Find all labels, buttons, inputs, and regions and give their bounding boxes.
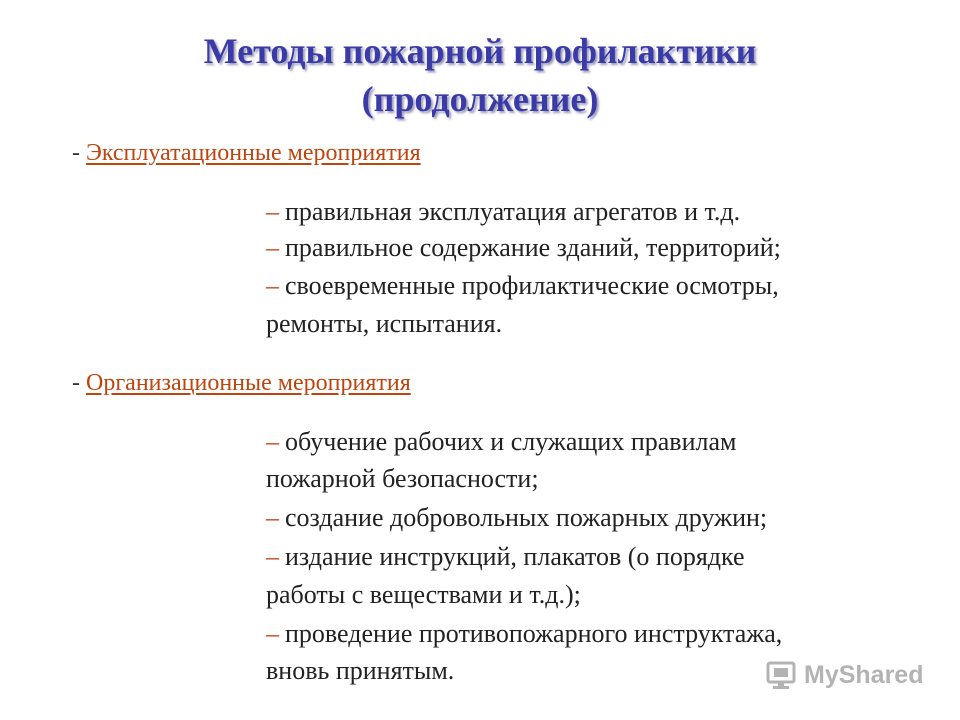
bullet-dash: –	[266, 503, 279, 532]
heading-dash: -	[72, 370, 80, 396]
section-heading-operational	[72, 138, 421, 168]
list-item-continuation	[266, 308, 502, 340]
list-item-continuation	[266, 579, 581, 611]
list-item-text: работы с веществами и т.д.);	[266, 580, 581, 609]
list-item	[266, 502, 767, 534]
bullet-dash: –	[266, 542, 279, 571]
list-item-text: правильная эксплуатация агрегатов и т.д.	[285, 197, 741, 226]
list-item	[266, 232, 781, 264]
myshared-watermark	[766, 655, 936, 695]
heading-link-operational[interactable]: Эксплуатационные мероприятия	[86, 140, 421, 166]
watermark-text: MyShared	[804, 660, 924, 689]
list-item	[266, 618, 782, 650]
list-item-text: вновь принятым.	[266, 656, 455, 685]
list-item	[266, 270, 779, 302]
list-item-text: издание инструкций, плакатов (о порядке	[285, 542, 745, 571]
list-item-text: создание добровольных пожарных дружин;	[285, 503, 768, 532]
bullet-dash: –	[266, 427, 279, 456]
myshared-logo-icon	[766, 660, 798, 690]
list-item	[266, 196, 740, 228]
list-item-text: ремонты, испытания.	[266, 309, 503, 338]
heading-dash: -	[72, 140, 80, 166]
list-item	[266, 541, 745, 573]
heading-link-organizational[interactable]: Организационные мероприятия	[86, 370, 411, 396]
slide-title-line-1: Методы пожарной профилактики	[203, 31, 757, 71]
list-item	[266, 426, 736, 458]
bullet-dash: –	[266, 233, 279, 262]
list-item-text: обучение рабочих и служащих правилам	[285, 427, 737, 456]
list-item-text: пожарной безопасности;	[266, 464, 539, 493]
list-item-continuation	[266, 463, 539, 495]
list-item-text: своевременные профилактические осмотры,	[285, 271, 779, 300]
bullet-dash: –	[266, 197, 279, 226]
list-item-continuation	[266, 655, 454, 687]
bullet-dash: –	[266, 619, 279, 648]
list-item-text: проведение противопожарного инструктажа,	[285, 619, 783, 648]
list-item-text: правильное содержание зданий, территорий;	[285, 233, 781, 262]
slide-title-line-2: (продолжение)	[361, 79, 599, 119]
bullet-dash: –	[266, 271, 279, 300]
section-heading-organizational	[72, 368, 411, 398]
